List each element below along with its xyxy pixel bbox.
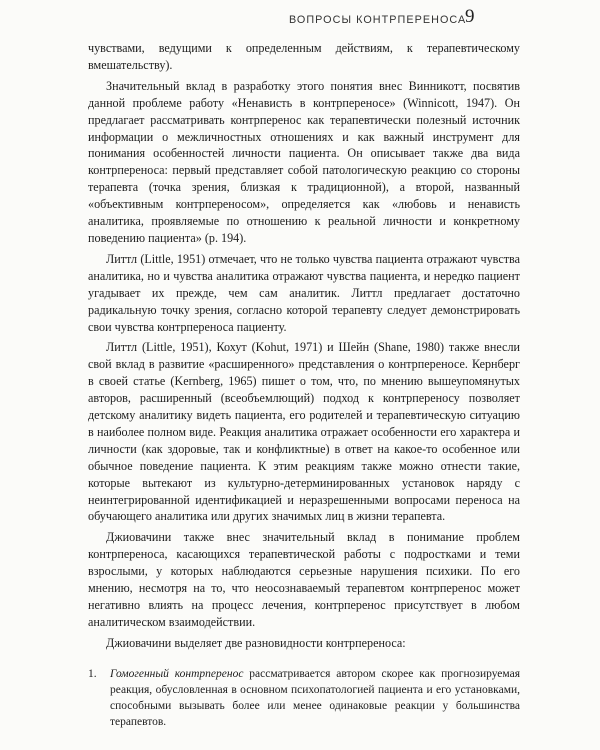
list-item-term: Гомогенный контрперенос [110,667,244,680]
paragraph-continuation: чувствами, ведущими к определенным действиям, к терапевтическому вмешательству). [88,41,520,72]
paragraph-little: Литтл (Little, 1951) отмечает, что не только чувства пациента отражают чувства аналитика, но и чувства аналитика отражают чувства пациента, и нередко пациент угадывает их прежде, чем сам аналитик. Литтл предлагает достаточно радикальную точку зрения, согласно которой терапевту следует демонстрировать свои чувства контрпереноса пациенту. [88,251,520,334]
list-item-text: рассматривается автором скорее как прогнозируемая реакция, обусловленная в основном психопатологией пациента и его установками, способными вызывать более или менее одинаковые реакции у большинства терапевтов. [110,667,520,729]
list-item-number: 1. [88,667,97,680]
page-number: 9 [465,6,475,27]
paragraph-list-intro: Джиовачини выделяет две разновидности контрпереноса: [106,635,406,650]
paragraph-extended-view: Литтл (Little, 1951), Кохут (Kohut, 1971) и Шейн (Shane, 1980) также внесли свой вклад в развитие «расширенного» представления о контрпереносе. Кернберг в своей статье (Kernberg, 1965) пишет о том, что, по мнению вышеупомянутых авторов, расширенный (всеобъемлющий) подход к контрпереносу позволяет детскому аналитику видеть пациента, его родителей и терапевтическую ситуацию в наиболее полном виде. Реакция аналитика отражает особенности его характера и личности (как здоровые, так и конфликтные) в ответ на какое-то особенное или обычное поведение пациента. К этим реакциям также можно отнести такие, которые вытекают из культурно-детерминированных установок наряду с неинтегрированной идентификацией и неразрешенными вопросами переноса на обучающего аналитика или других значимых лиц в жизни терапевта. [88,340,520,524]
page-header [0,6,600,36]
paragraph-winnicott: Значительный вклад в разработку этого понятия внес Винникотт, посвятив данной проблеме работу «Ненависть в контрпереносе» (Winnicott, 1947). Он предлагает рассматривать контрперенос как терапевтически полезный источник информации о межличностных отношениях и как важный инструмент для понимания особенностей личности пациента. Он описывает также два вида контрпереноса: первый представляет собой патологическую реакцию со стороны терапевта (точка зрения, близкая к традиционной), а второй, названный «объективным контрпереносом», определяется как «любовь и ненависть аналитика, проявляемые по отношению к реальной личности и конкретному поведению пациента» (p. 194). [88,78,520,245]
countertransference-types-list [88,666,520,731]
body-text [88,40,520,731]
running-title: ВОПРОСЫ КОНТРПЕРЕНОСА [289,14,467,26]
list-item [88,666,520,731]
paragraph-giovacchini: Джиовачини также внес значительный вклад в понимание проблем контрпереноса, касающихся терапевтической работы с подростками и теми взрослыми, у которых наблюдаются серьезные нарушения психики. По его мнению, несмотря на то, что неосознаваемый терапевтом контрперенос может негативно влиять на процесс лечения, контрперенос присутствует в любом аналитическом взаимодействии. [88,530,520,629]
